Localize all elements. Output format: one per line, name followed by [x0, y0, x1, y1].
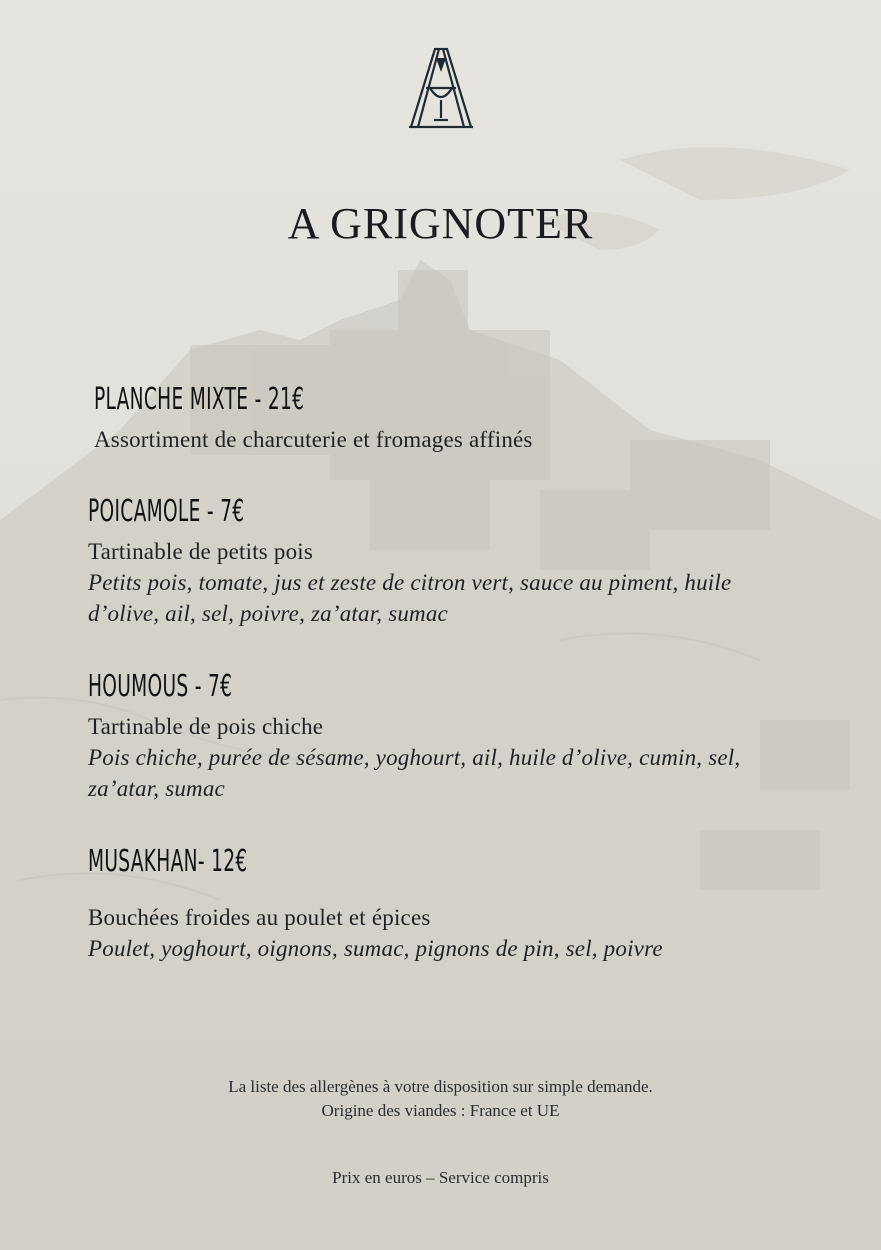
item-name: POICAMOLE - 7€	[88, 494, 245, 529]
menu-item-poicamole	[88, 494, 808, 629]
menu-item-houmous	[88, 669, 808, 804]
item-description: Tartinable de pois chiche	[88, 714, 324, 739]
menu-item-planche-mixte	[94, 382, 814, 455]
menu-item-musakhan	[88, 844, 808, 964]
item-description: Assortiment de charcuterie et fromages affinés	[94, 427, 533, 452]
monogram-logo-icon	[408, 46, 474, 130]
meat-origin-note: Origine des viandes : France et UE	[321, 1101, 560, 1120]
item-ingredients: Pois chiche, purée de sésame, yoghourt, ail, huile d’olive, cumin, sel, za’atar, sumac	[88, 745, 741, 801]
item-name: PLANCHE MIXTE - 21€	[94, 382, 305, 417]
item-name: MUSAKHAN- 12€	[88, 844, 248, 879]
item-description: Tartinable de petits pois	[88, 539, 314, 564]
item-description: Bouchées froides au poulet et épices	[88, 905, 431, 930]
item-ingredients: Poulet, yoghourt, oignons, sumac, pignons de pin, sel, poivre	[88, 936, 663, 961]
pricing-note: Prix en euros – Service compris	[332, 1168, 549, 1187]
allergens-note: La liste des allergènes à votre disposition sur simple demande.	[228, 1077, 653, 1096]
item-name: HOUMOUS - 7€	[88, 669, 233, 704]
section-title: A GRIGNOTER	[287, 199, 594, 248]
item-ingredients: Petits pois, tomate, jus et zeste de citron vert, sauce au piment, huile d’olive, ail, sel, poivre, za’atar, sumac	[88, 570, 732, 626]
